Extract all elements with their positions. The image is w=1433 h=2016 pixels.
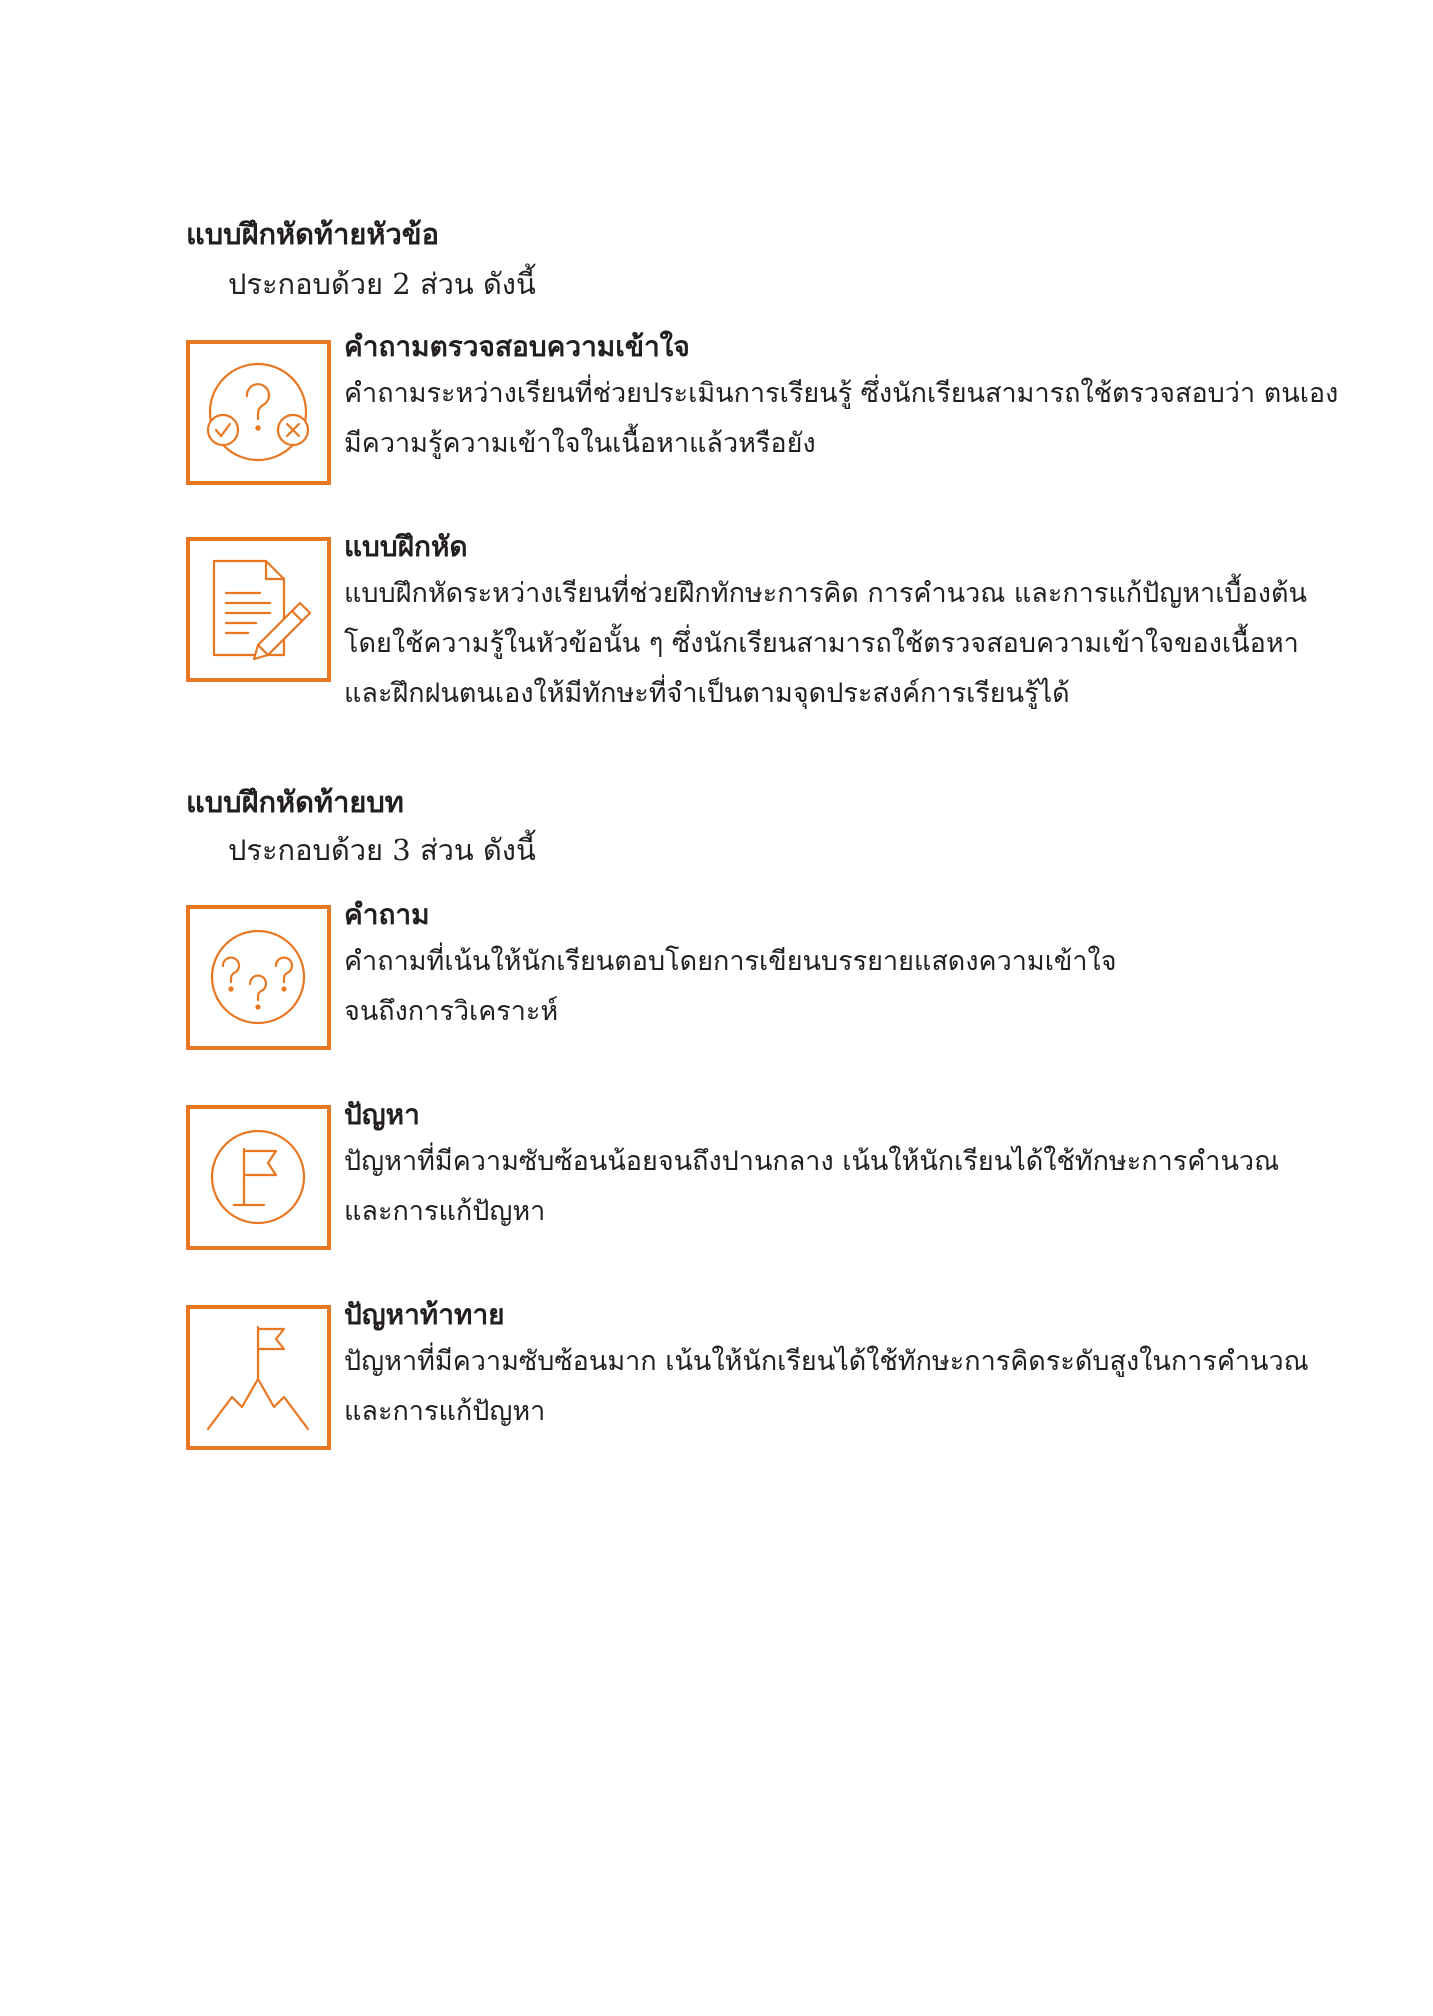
desc-line: คำถามที่เน้นให้นักเรียนตอบโดยการเขียนบรรยายแสดงความเข้าใจ: [344, 946, 1117, 977]
item-title-problems: ปัญหา: [344, 1098, 420, 1131]
item-title-comprehension-questions: คำถามตรวจสอบความเข้าใจ: [344, 330, 690, 363]
mountain-flag-icon: [186, 1305, 331, 1450]
desc-line: โดยใช้ความรู้ในหัวข้อนั้น ๆ ซึ่งนักเรียนสามารถใช้ตรวจสอบความเข้าใจของเนื้อหา: [344, 628, 1299, 659]
item-desc-challenge-problems: [344, 1337, 1309, 1437]
desc-line: คำถามระหว่างเรียนที่ช่วยประเมินการเรียนรู้ ซึ่งนักเรียนสามารถใช้ตรวจสอบว่า ตนเอง: [344, 378, 1339, 409]
desc-line: แบบฝึกหัดระหว่างเรียนที่ช่วยฝึกทักษะการคิด การคำนวณ และการแก้ปัญหาเบื้องต้น: [344, 578, 1307, 609]
item-desc-exercises: [344, 569, 1307, 719]
section-subtitle-chapter-exercises: ประกอบด้วย 3 ส่วน ดังนี้: [228, 833, 536, 867]
flag-circle-icon: [186, 1105, 331, 1250]
item-title-challenge-problems: ปัญหาท้าทาย: [344, 1298, 505, 1331]
item-desc-questions: [344, 937, 1304, 1037]
question-marks-icon: [186, 905, 331, 1050]
document-pencil-icon: [186, 537, 331, 682]
item-desc-comprehension-questions: [344, 369, 1339, 469]
desc-line: ปัญหาที่มีความซับซ้อนน้อยจนถึงปานกลาง เน้นให้นักเรียนได้ใช้ทักษะการคำนวณ: [344, 1146, 1280, 1177]
section-title-topic-exercises: แบบฝึกหัดท้ายหัวข้อ: [186, 217, 440, 251]
desc-line: มีความรู้ความเข้าใจในเนื้อหาแล้วหรือยัง: [344, 428, 816, 459]
desc-line: และการแก้ปัญหา: [344, 1396, 546, 1427]
section-subtitle-topic-exercises: ประกอบด้วย 2 ส่วน ดังนี้: [228, 267, 536, 301]
item-desc-problems: [344, 1137, 1304, 1237]
item-title-exercises: แบบฝึกหัด: [344, 530, 468, 563]
section-title-chapter-exercises: แบบฝึกหัดท้ายบท: [186, 785, 404, 819]
desc-line: จนถึงการวิเคราะห์: [344, 996, 559, 1027]
item-title-questions: คำถาม: [344, 898, 430, 931]
question-check-cross-icon: [186, 340, 331, 485]
desc-line: และฝึกฝนตนเองให้มีทักษะที่จำเป็นตามจุดประสงค์การเรียนรู้ได้: [344, 678, 1070, 709]
desc-line: ปัญหาที่มีความซับซ้อนมาก เน้นให้นักเรียนได้ใช้ทักษะการคิดระดับสูงในการคำนวณ: [344, 1346, 1309, 1377]
desc-line: และการแก้ปัญหา: [344, 1196, 546, 1227]
